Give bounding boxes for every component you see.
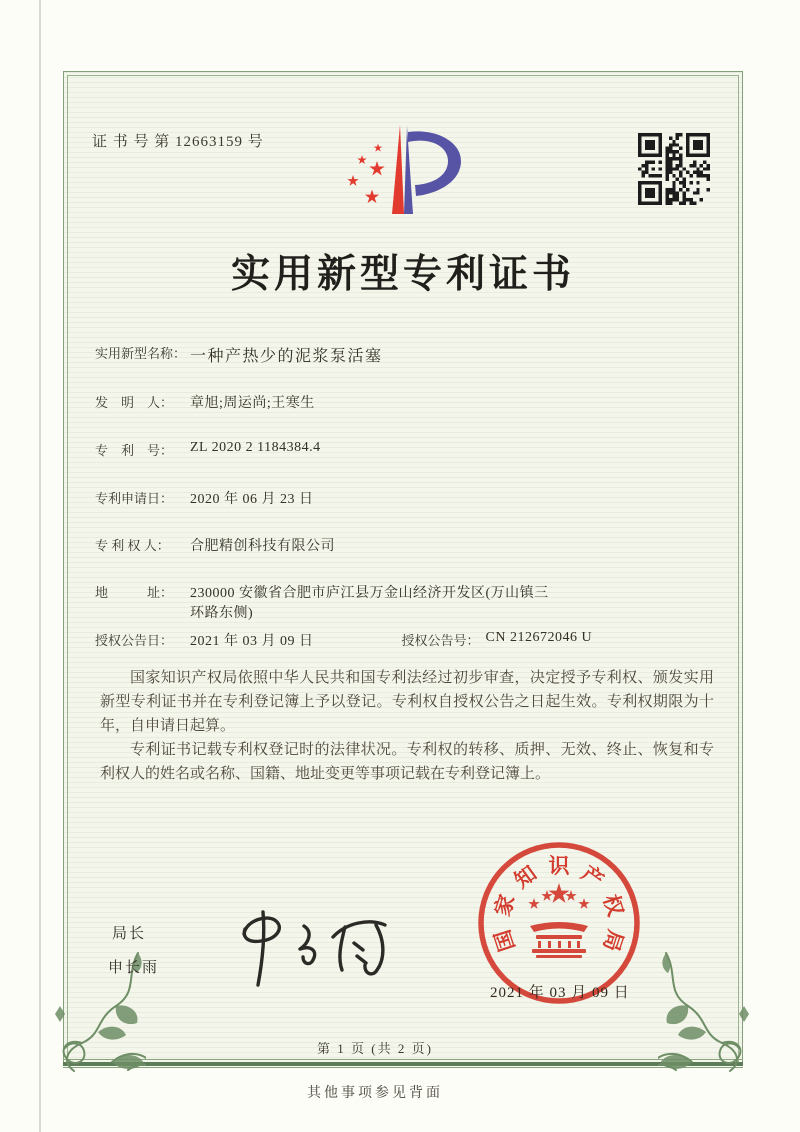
certificate-title: 实用新型专利证书 [230, 253, 575, 296]
field-label: 地 址： [95, 585, 174, 600]
scan-page-edge [39, 0, 41, 1132]
field-label: 专 利 权 人： [95, 538, 170, 553]
legal-text-block [100, 666, 714, 786]
seal-char: 知 [509, 861, 542, 893]
field-value-grant-number: CN 212672046 U [485, 630, 593, 645]
seal-char: 产 [576, 861, 609, 893]
field-label: 专利申请日： [95, 491, 174, 506]
field-label: 授权公告日： [95, 633, 174, 648]
field-label-grant-number: 授权公告号： [401, 633, 480, 648]
seal-char: 识 [548, 854, 570, 878]
field-label: 实用新型名称： [95, 346, 187, 361]
seal-date: 2021 年 03 月 09 日 [490, 985, 630, 1001]
field-label: 专 利 号： [95, 443, 174, 458]
seal-char: 权 [598, 891, 628, 920]
field-row-inventors [95, 392, 725, 412]
field-value: 2021 年 03 月 09 日 [190, 634, 314, 649]
legal-paragraph-2: 专利证书记载专利权登记时的法律状况。专利权的转移、质押、无效、终止、恢复和专利权人的姓名或名称、国籍、地址变更等事项记载在专利登记簿上。 [100, 742, 714, 782]
field-row-address [95, 582, 725, 622]
floral-corner-ornament-right [658, 950, 754, 1076]
certificate-number: 证 书 号 第 12663159 号 [92, 134, 264, 150]
field-row-filing-date [95, 488, 725, 508]
qr-code [638, 133, 710, 205]
field-value: 2020 年 06 月 23 日 [190, 492, 314, 507]
commissioner-name: 申长雨 [108, 960, 160, 976]
seal-char: 局 [598, 926, 628, 955]
legal-paragraph-1: 国家知识产权局依照中华人民共和国专利法经过初步审查，决定授予专利权、颁发实用新型专利证书并在专利登记簿上予以登记。专利权自授权公告之日起生效。专利权期限为十年，自申请日起算。 [100, 670, 714, 734]
field-row-name [95, 343, 725, 366]
field-row-patent-number [95, 440, 725, 459]
commissioner-signature [232, 906, 402, 991]
field-value: 一种产热少的泥浆泵活塞 [190, 348, 383, 365]
seal-char: 家 [490, 891, 520, 920]
field-value: ZL 2020 2 1184384.4 [190, 440, 321, 455]
field-value: 合肥精创科技有限公司 [190, 539, 335, 554]
certificate-bottom-rule [63, 1059, 743, 1068]
field-value: 章旭;周运尚;王寒生 [190, 396, 315, 411]
back-side-note: 其他事项参见背面 [307, 1086, 443, 1101]
field-value: 230000 安徽省合肥市庐江县万金山经济开发区(万山镇三 环路东侧) [190, 586, 549, 621]
field-row-grant [95, 630, 725, 650]
field-label: 发 明 人： [95, 395, 174, 410]
cnipa-logo-icon [344, 112, 470, 220]
seal-char: 国 [490, 926, 520, 955]
field-row-patentee [95, 535, 725, 555]
page-number: 第 1 页 (共 2 页) [317, 1041, 433, 1056]
commissioner-title: 局长 [112, 926, 147, 942]
field-value-line2: 环路东侧) [190, 606, 254, 621]
